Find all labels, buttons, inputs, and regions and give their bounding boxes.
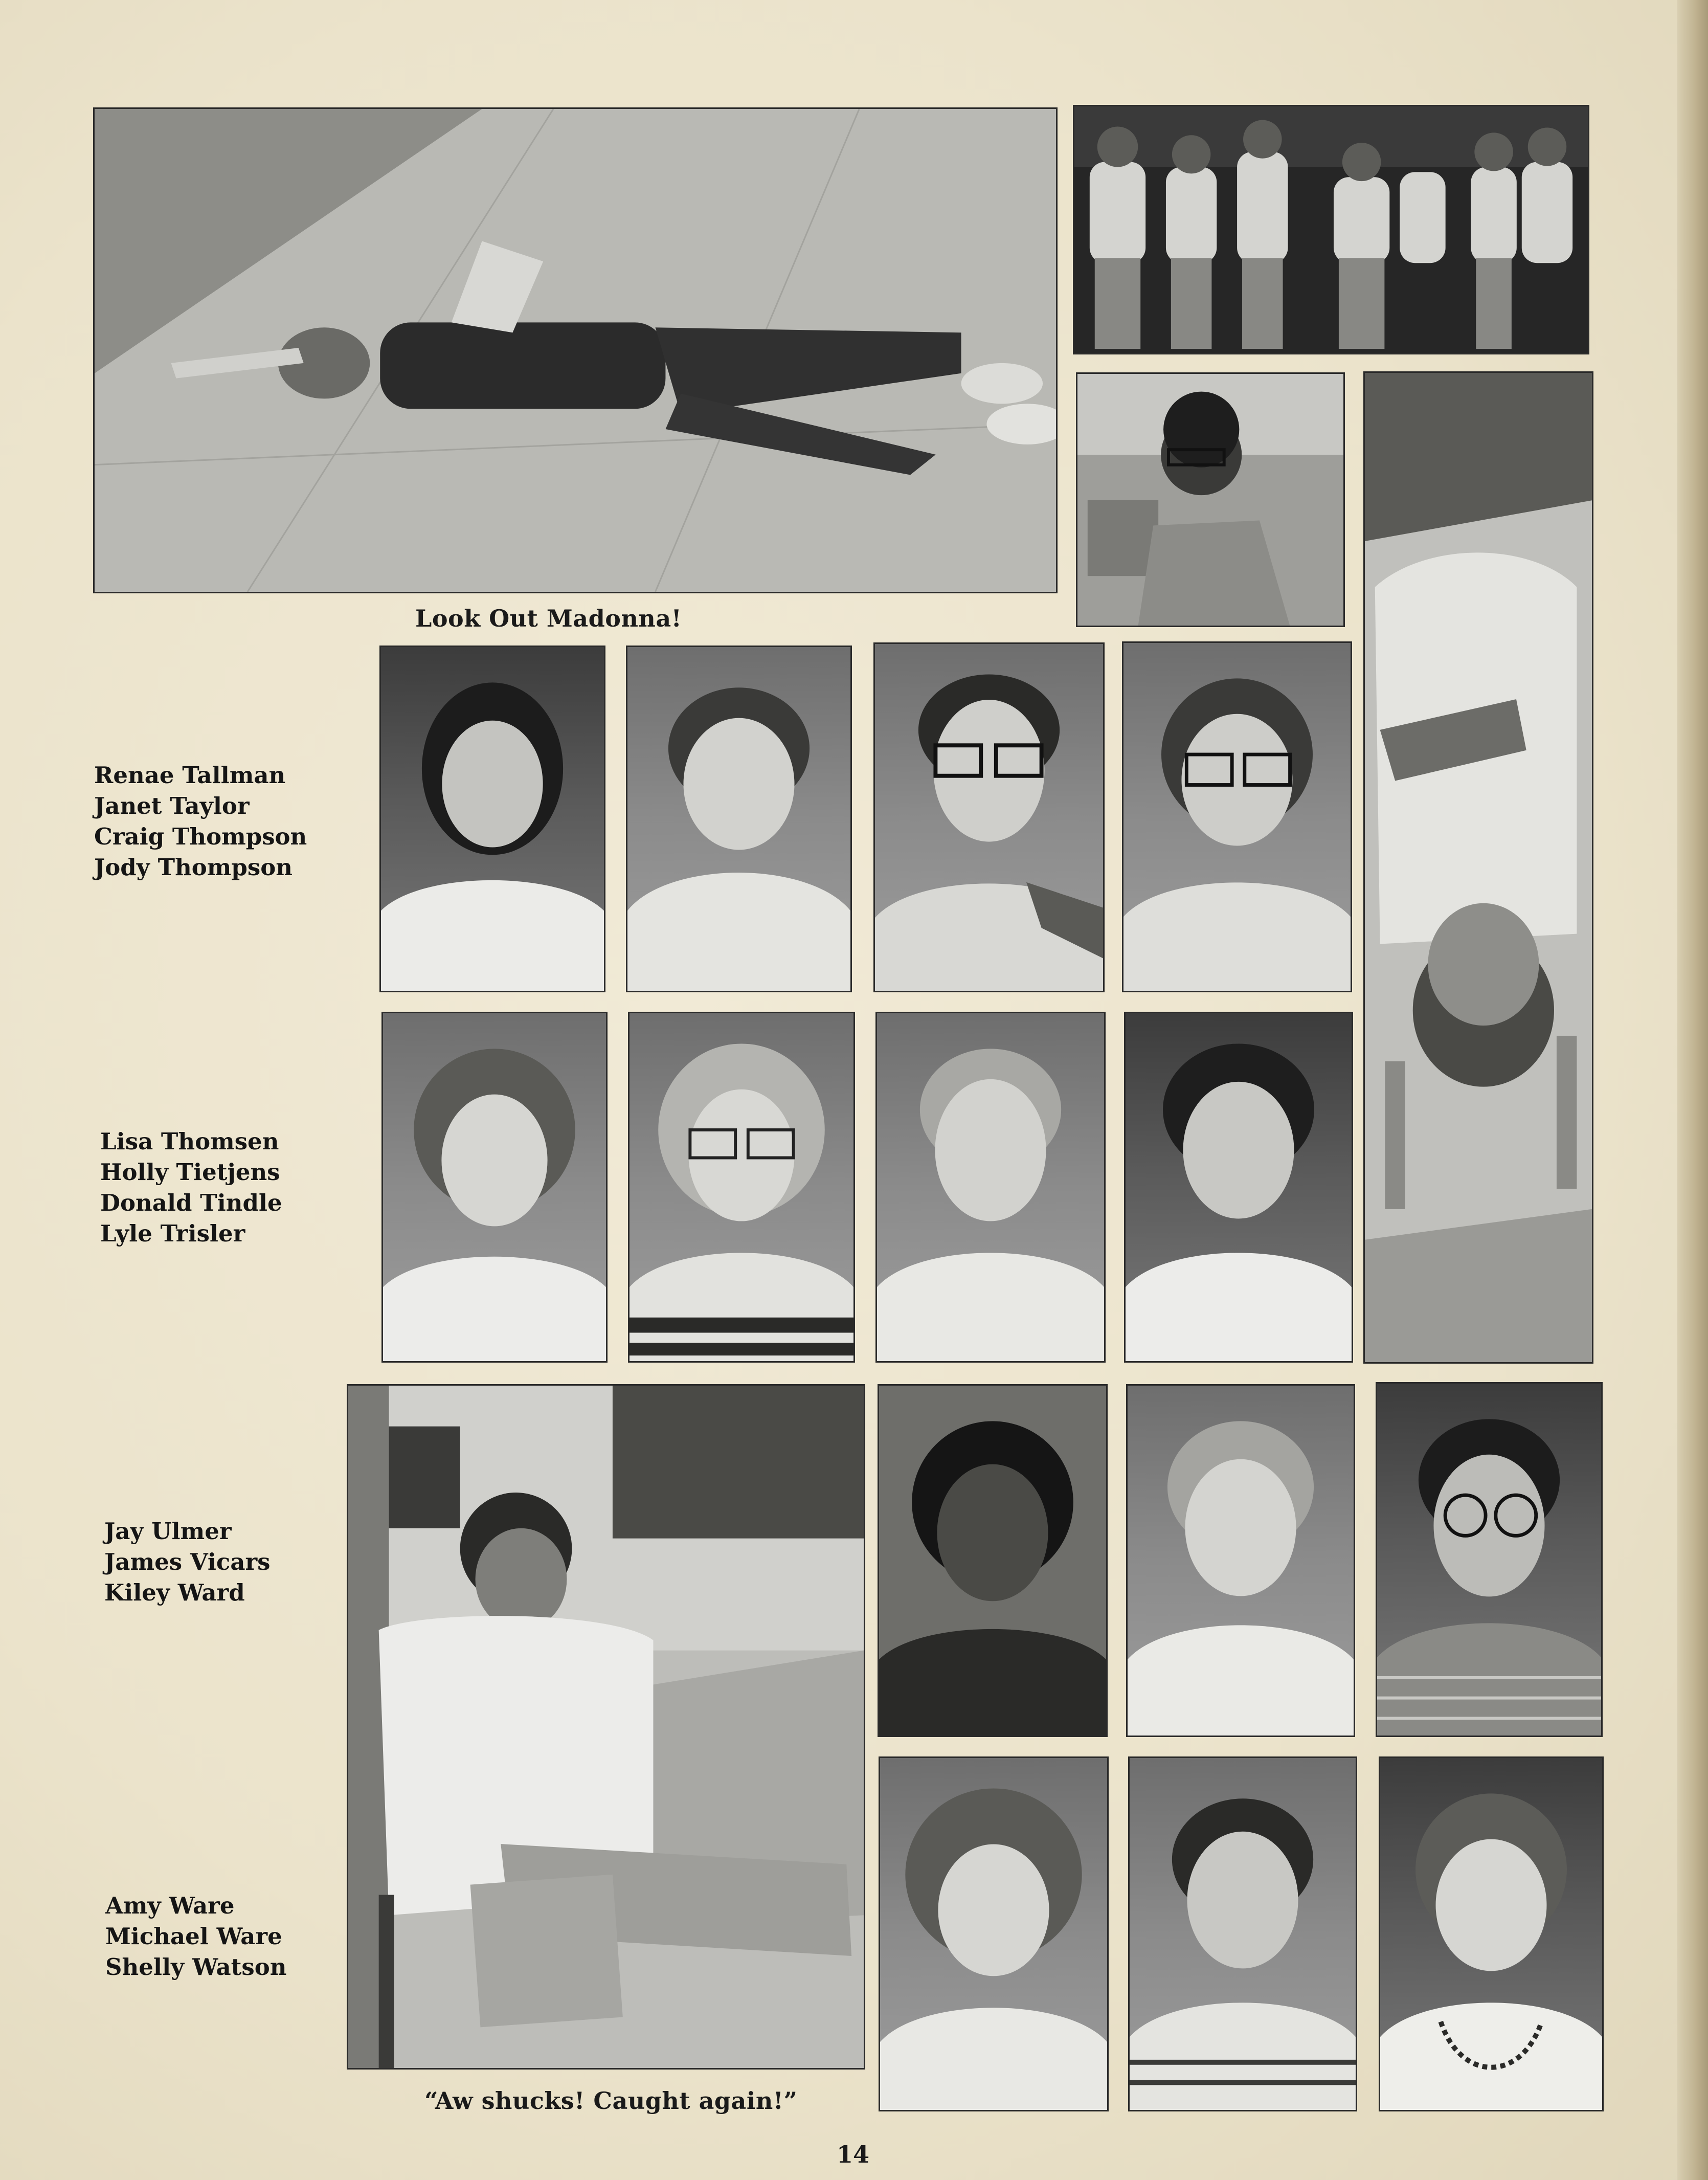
candid-photo-dance [1073, 105, 1589, 354]
student-name: Lyle Trisler [100, 1220, 245, 1247]
book-spine [1677, 0, 1708, 2180]
portrait-james-vicars [1126, 1384, 1355, 1737]
portrait-kiley-ward [1376, 1382, 1603, 1737]
candid-photo-boy-glasses [1076, 372, 1345, 627]
student-name: Janet Taylor [94, 792, 250, 819]
portrait-shelly-watson [1379, 1756, 1604, 2111]
portrait-lyle-trisler [1124, 1012, 1353, 1363]
student-name: Craig Thompson [94, 823, 307, 850]
student-name: Jody Thompson [94, 854, 293, 881]
candid-photo-handstand [1363, 371, 1593, 1364]
student-name: Donald Tindle [100, 1189, 282, 1216]
student-name: James Vicars [104, 1548, 271, 1575]
portrait-renae-tallman [379, 646, 605, 992]
portrait-holly-tietjens [628, 1012, 855, 1363]
portrait-amy-ware [879, 1756, 1109, 2111]
caption-top: Look Out Madonna! [415, 605, 682, 632]
student-name: Jay Ulmer [104, 1518, 232, 1545]
portrait-donald-tindle [875, 1012, 1106, 1363]
candid-photo-floor-pose [93, 107, 1058, 593]
names-group-3 [104, 1516, 271, 1608]
portrait-lisa-thomsen [381, 1012, 608, 1363]
caption-bottom: “Aw shucks! Caught again!” [424, 2087, 798, 2115]
candid-photo-boy-sitting [347, 1384, 865, 2070]
names-group-1 [94, 760, 307, 883]
student-name: Lisa Thomsen [100, 1128, 279, 1155]
portrait-craig-thompson [873, 642, 1105, 992]
student-name: Kiley Ward [104, 1579, 245, 1606]
student-name: Shelly Watson [105, 1953, 287, 1981]
portrait-michael-ware [1128, 1756, 1357, 2111]
student-name: Amy Ware [105, 1892, 235, 1919]
student-name: Michael Ware [105, 1923, 282, 1950]
student-name: Holly Tietjens [100, 1159, 280, 1186]
portrait-jay-ulmer [878, 1384, 1108, 1737]
page-number: 14 [837, 2141, 870, 2168]
names-group-2 [100, 1126, 282, 1249]
student-name: Renae Tallman [94, 762, 286, 789]
names-group-4 [105, 1890, 287, 1983]
portrait-jody-thompson [1122, 641, 1352, 992]
portrait-janet-taylor [626, 646, 852, 992]
